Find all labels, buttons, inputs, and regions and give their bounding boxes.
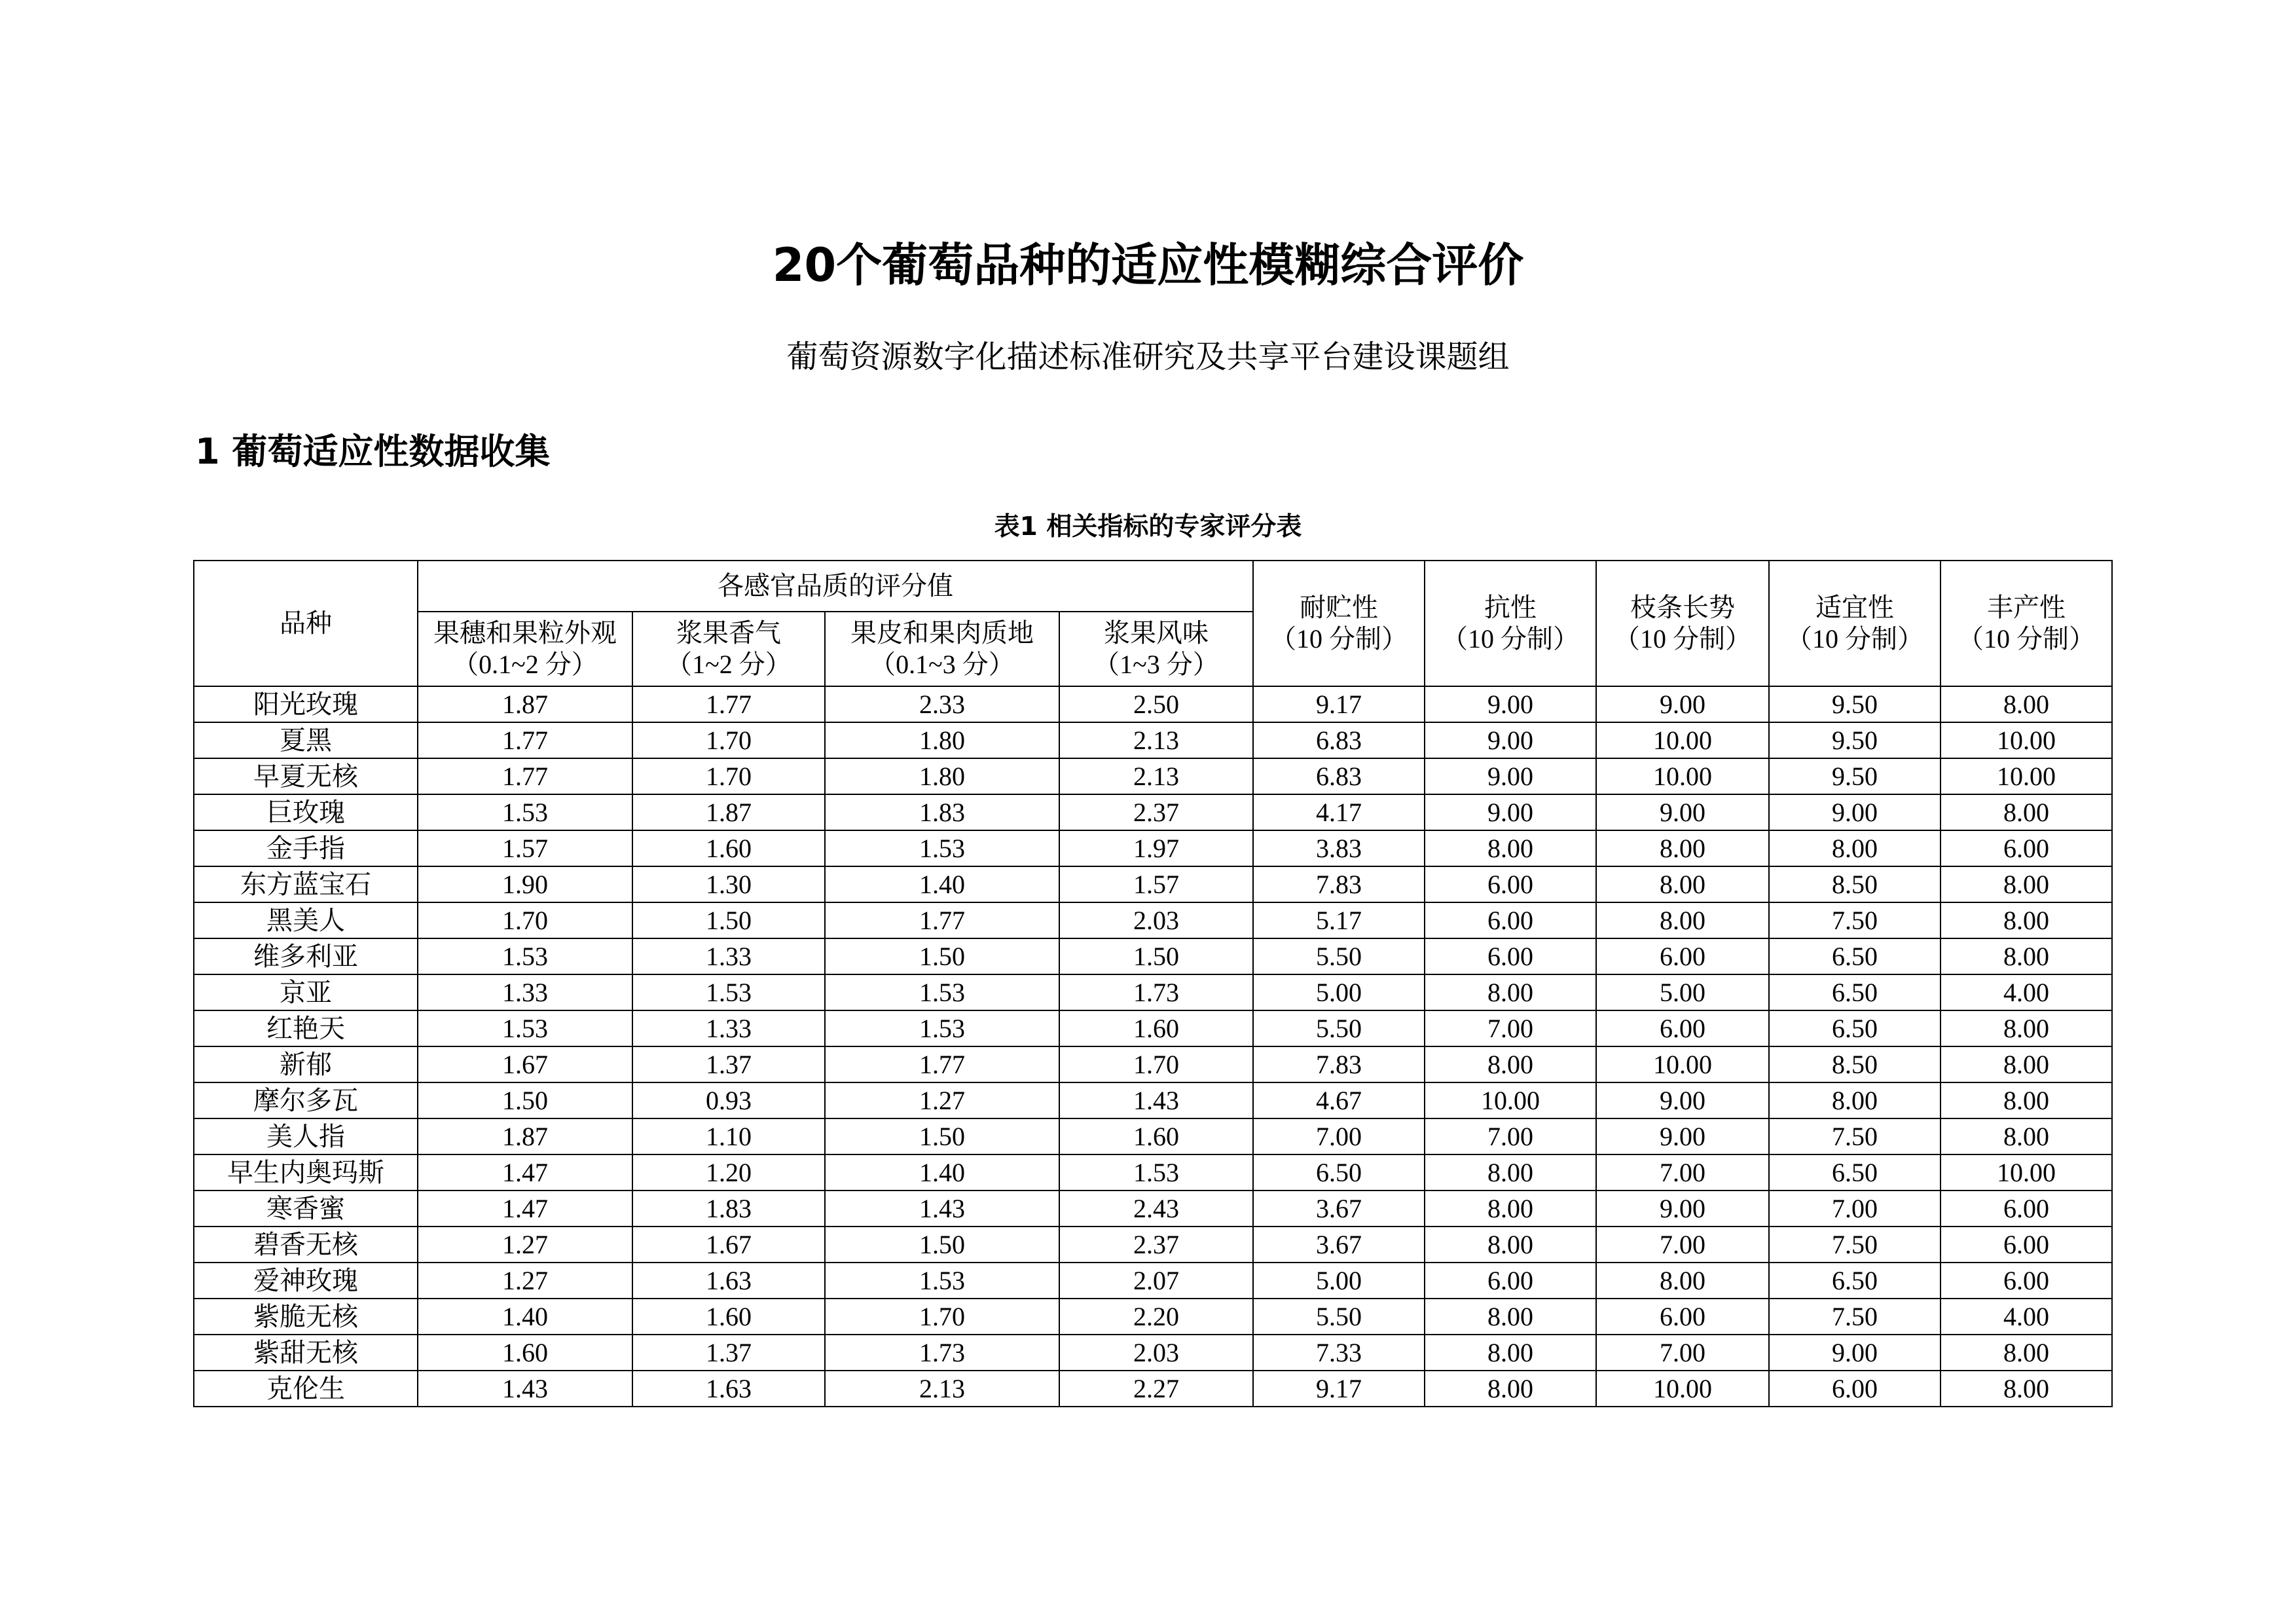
cell-cluster-appearance: 1.90: [418, 866, 632, 902]
cell-storage: 3.83: [1253, 830, 1425, 866]
header-flavor-scale: （1~3 分）: [1093, 650, 1219, 679]
cell-variety: 京亚: [194, 974, 418, 1010]
cell-texture: 2.33: [825, 686, 1059, 722]
cell-aroma: 1.33: [632, 938, 825, 974]
cell-flavor: 1.60: [1059, 1118, 1253, 1154]
cell-resistance: 7.00: [1425, 1118, 1596, 1154]
table-row: [194, 1190, 2112, 1227]
header-variety: 品种: [194, 561, 418, 686]
header-vigor: [1596, 561, 1769, 686]
cell-texture: 1.50: [825, 1118, 1059, 1154]
header-vigor-scale: （10 分制）: [1614, 624, 1751, 654]
cell-yield: 6.00: [1941, 1227, 2112, 1263]
table-row: [194, 1082, 2112, 1118]
cell-cluster-appearance: 1.77: [418, 722, 632, 758]
section-heading: 1 葡萄适应性数据收集: [195, 431, 551, 472]
cell-texture: 1.73: [825, 1335, 1059, 1371]
cell-aroma: 1.70: [632, 758, 825, 794]
table-row: [194, 1263, 2112, 1299]
cell-texture: 1.83: [825, 794, 1059, 830]
table-row: [194, 686, 2112, 722]
cell-aroma: 1.77: [632, 686, 825, 722]
cell-yield: 8.00: [1941, 1010, 2112, 1046]
cell-flavor: 2.03: [1059, 1335, 1253, 1371]
cell-cluster-appearance: 1.40: [418, 1299, 632, 1335]
header-sensory-group: 各感官品质的评分值: [418, 561, 1253, 612]
cell-cluster-appearance: 1.43: [418, 1371, 632, 1407]
cell-texture: 1.53: [825, 1010, 1059, 1046]
cell-suitability: 6.50: [1769, 1263, 1941, 1299]
cell-resistance: 6.00: [1425, 866, 1596, 902]
header-yield-name: 丰产性: [1987, 593, 2066, 622]
cell-yield: 8.00: [1941, 866, 2112, 902]
cell-yield: 4.00: [1941, 974, 2112, 1010]
cell-suitability: 6.50: [1769, 1154, 1941, 1190]
cell-aroma: 1.53: [632, 974, 825, 1010]
cell-suitability: 6.50: [1769, 938, 1941, 974]
cell-yield: 10.00: [1941, 758, 2112, 794]
cell-texture: 1.40: [825, 1154, 1059, 1190]
cell-yield: 6.00: [1941, 1190, 2112, 1227]
cell-resistance: 9.00: [1425, 758, 1596, 794]
header-suitability-scale: （10 分制）: [1786, 624, 1923, 654]
cell-resistance: 8.00: [1425, 974, 1596, 1010]
cell-variety: 寒香蜜: [194, 1190, 418, 1227]
cell-storage: 5.00: [1253, 974, 1425, 1010]
cell-suitability: 9.00: [1769, 1335, 1941, 1371]
table-row: [194, 1299, 2112, 1335]
cell-cluster-appearance: 1.70: [418, 902, 632, 938]
cell-flavor: 1.97: [1059, 830, 1253, 866]
cell-storage: 9.17: [1253, 686, 1425, 722]
cell-resistance: 6.00: [1425, 1263, 1596, 1299]
cell-vigor: 7.00: [1596, 1227, 1769, 1263]
cell-flavor: 2.27: [1059, 1371, 1253, 1407]
table-body: [194, 686, 2112, 1407]
cell-storage: 5.50: [1253, 1010, 1425, 1046]
header-yield: [1941, 561, 2112, 686]
cell-storage: 5.50: [1253, 1299, 1425, 1335]
cell-aroma: 1.60: [632, 1299, 825, 1335]
header-flavor-name: 浆果风味: [1104, 618, 1209, 648]
cell-variety: 红艳天: [194, 1010, 418, 1046]
cell-storage: 7.83: [1253, 1046, 1425, 1082]
cell-flavor: 1.50: [1059, 938, 1253, 974]
cell-suitability: 6.50: [1769, 974, 1941, 1010]
table-row: [194, 902, 2112, 938]
cell-flavor: 2.07: [1059, 1263, 1253, 1299]
cell-flavor: 2.43: [1059, 1190, 1253, 1227]
cell-flavor: 2.03: [1059, 902, 1253, 938]
cell-aroma: 0.93: [632, 1082, 825, 1118]
cell-storage: 5.17: [1253, 902, 1425, 938]
cell-suitability: 6.50: [1769, 1010, 1941, 1046]
cell-resistance: 8.00: [1425, 1227, 1596, 1263]
expert-score-table: [193, 560, 2113, 1407]
cell-vigor: 6.00: [1596, 938, 1769, 974]
cell-texture: 1.50: [825, 938, 1059, 974]
cell-variety: 摩尔多瓦: [194, 1082, 418, 1118]
cell-flavor: 2.20: [1059, 1299, 1253, 1335]
cell-variety: 紫脆无核: [194, 1299, 418, 1335]
cell-storage: 6.83: [1253, 722, 1425, 758]
cell-suitability: 8.50: [1769, 866, 1941, 902]
cell-cluster-appearance: 1.53: [418, 938, 632, 974]
cell-flavor: 1.60: [1059, 1010, 1253, 1046]
cell-suitability: 9.50: [1769, 722, 1941, 758]
cell-aroma: 1.30: [632, 866, 825, 902]
table-row: [194, 866, 2112, 902]
cell-variety: 金手指: [194, 830, 418, 866]
cell-variety: 阳光玫瑰: [194, 686, 418, 722]
cell-resistance: 9.00: [1425, 722, 1596, 758]
cell-texture: 1.70: [825, 1299, 1059, 1335]
cell-resistance: 8.00: [1425, 830, 1596, 866]
header-resistance-name: 抗性: [1484, 593, 1537, 622]
cell-resistance: 9.00: [1425, 686, 1596, 722]
header-cluster-appearance-scale: （0.1~2 分）: [452, 650, 598, 679]
cell-flavor: 1.53: [1059, 1154, 1253, 1190]
cell-resistance: 6.00: [1425, 938, 1596, 974]
cell-texture: 1.80: [825, 758, 1059, 794]
cell-vigor: 8.00: [1596, 830, 1769, 866]
cell-cluster-appearance: 1.57: [418, 830, 632, 866]
cell-cluster-appearance: 1.33: [418, 974, 632, 1010]
cell-yield: 10.00: [1941, 722, 2112, 758]
cell-variety: 黑美人: [194, 902, 418, 938]
cell-aroma: 1.10: [632, 1118, 825, 1154]
cell-resistance: 8.00: [1425, 1190, 1596, 1227]
document-title: 20个葡萄品种的适应性模糊综合评价: [772, 238, 1524, 292]
cell-aroma: 1.37: [632, 1046, 825, 1082]
table-row: [194, 722, 2112, 758]
cell-aroma: 1.60: [632, 830, 825, 866]
cell-vigor: 8.00: [1596, 866, 1769, 902]
cell-aroma: 1.63: [632, 1371, 825, 1407]
cell-flavor: 1.70: [1059, 1046, 1253, 1082]
cell-vigor: 9.00: [1596, 686, 1769, 722]
cell-vigor: 6.00: [1596, 1010, 1769, 1046]
cell-resistance: 6.00: [1425, 902, 1596, 938]
cell-yield: 8.00: [1941, 1371, 2112, 1407]
table-row: [194, 1371, 2112, 1407]
cell-texture: 1.50: [825, 1227, 1059, 1263]
cell-yield: 8.00: [1941, 938, 2112, 974]
cell-aroma: 1.37: [632, 1335, 825, 1371]
cell-variety: 维多利亚: [194, 938, 418, 974]
cell-texture: 1.77: [825, 1046, 1059, 1082]
cell-variety: 夏黑: [194, 722, 418, 758]
cell-vigor: 9.00: [1596, 1118, 1769, 1154]
table-row: [194, 1335, 2112, 1371]
cell-variety: 早生内奥玛斯: [194, 1154, 418, 1190]
cell-cluster-appearance: 1.77: [418, 758, 632, 794]
cell-aroma: 1.63: [632, 1263, 825, 1299]
header-resistance-scale: （10 分制）: [1442, 624, 1579, 654]
header-texture: [825, 612, 1059, 686]
table-row: [194, 1046, 2112, 1082]
cell-vigor: 9.00: [1596, 794, 1769, 830]
cell-flavor: 1.73: [1059, 974, 1253, 1010]
cell-storage: 7.83: [1253, 866, 1425, 902]
cell-vigor: 7.00: [1596, 1335, 1769, 1371]
cell-resistance: 8.00: [1425, 1046, 1596, 1082]
cell-texture: 1.40: [825, 866, 1059, 902]
cell-cluster-appearance: 1.53: [418, 1010, 632, 1046]
cell-flavor: 2.50: [1059, 686, 1253, 722]
cell-flavor: 2.37: [1059, 1227, 1253, 1263]
header-texture-scale: （0.1~3 分）: [869, 650, 1015, 679]
cell-storage: 6.83: [1253, 758, 1425, 794]
table-caption: 表1 相关指标的专家评分表: [994, 512, 1302, 542]
cell-storage: 3.67: [1253, 1227, 1425, 1263]
cell-yield: 10.00: [1941, 1154, 2112, 1190]
cell-cluster-appearance: 1.47: [418, 1154, 632, 1190]
cell-vigor: 9.00: [1596, 1082, 1769, 1118]
cell-storage: 4.67: [1253, 1082, 1425, 1118]
table-row: [194, 830, 2112, 866]
cell-variety: 东方蓝宝石: [194, 866, 418, 902]
cell-vigor: 6.00: [1596, 1299, 1769, 1335]
cell-variety: 巨玫瑰: [194, 794, 418, 830]
header-storage-name: 耐贮性: [1300, 593, 1378, 622]
cell-aroma: 1.87: [632, 794, 825, 830]
cell-cluster-appearance: 1.67: [418, 1046, 632, 1082]
cell-storage: 5.50: [1253, 938, 1425, 974]
cell-resistance: 10.00: [1425, 1082, 1596, 1118]
cell-texture: 1.80: [825, 722, 1059, 758]
table-row: [194, 1118, 2112, 1154]
table-row: [194, 758, 2112, 794]
table-row: [194, 1154, 2112, 1190]
header-aroma: [632, 612, 825, 686]
header-vigor-name: 枝条长势: [1630, 593, 1735, 622]
header-cluster-appearance-name: 果穗和果粒外观: [433, 618, 617, 648]
cell-vigor: 10.00: [1596, 758, 1769, 794]
cell-variety: 美人指: [194, 1118, 418, 1154]
cell-suitability: 7.50: [1769, 902, 1941, 938]
header-resistance: [1425, 561, 1596, 686]
cell-variety: 克伦生: [194, 1371, 418, 1407]
cell-texture: 1.53: [825, 1263, 1059, 1299]
header-flavor: [1059, 612, 1253, 686]
cell-vigor: 7.00: [1596, 1154, 1769, 1190]
cell-vigor: 10.00: [1596, 1371, 1769, 1407]
cell-resistance: 7.00: [1425, 1010, 1596, 1046]
cell-variety: 早夏无核: [194, 758, 418, 794]
cell-aroma: 1.83: [632, 1190, 825, 1227]
table-row: [194, 1227, 2112, 1263]
cell-yield: 8.00: [1941, 1046, 2112, 1082]
cell-variety: 新郁: [194, 1046, 418, 1082]
cell-suitability: 6.00: [1769, 1371, 1941, 1407]
cell-texture: 1.53: [825, 830, 1059, 866]
cell-cluster-appearance: 1.87: [418, 1118, 632, 1154]
cell-flavor: 1.43: [1059, 1082, 1253, 1118]
cell-flavor: 2.13: [1059, 758, 1253, 794]
cell-yield: 8.00: [1941, 1082, 2112, 1118]
cell-cluster-appearance: 1.50: [418, 1082, 632, 1118]
table-row: [194, 794, 2112, 830]
cell-resistance: 8.00: [1425, 1154, 1596, 1190]
cell-suitability: 8.00: [1769, 1082, 1941, 1118]
cell-cluster-appearance: 1.53: [418, 794, 632, 830]
cell-storage: 7.33: [1253, 1335, 1425, 1371]
cell-vigor: 10.00: [1596, 1046, 1769, 1082]
cell-flavor: 1.57: [1059, 866, 1253, 902]
cell-suitability: 9.50: [1769, 758, 1941, 794]
cell-yield: 6.00: [1941, 830, 2112, 866]
header-suitability: [1769, 561, 1941, 686]
cell-resistance: 8.00: [1425, 1371, 1596, 1407]
cell-suitability: 7.00: [1769, 1190, 1941, 1227]
cell-vigor: 8.00: [1596, 902, 1769, 938]
cell-aroma: 1.67: [632, 1227, 825, 1263]
cell-variety: 碧香无核: [194, 1227, 418, 1263]
cell-storage: 4.17: [1253, 794, 1425, 830]
table-row: [194, 938, 2112, 974]
cell-aroma: 1.70: [632, 722, 825, 758]
cell-aroma: 1.33: [632, 1010, 825, 1046]
cell-variety: 爱神玫瑰: [194, 1263, 418, 1299]
cell-flavor: 2.37: [1059, 794, 1253, 830]
cell-aroma: 1.20: [632, 1154, 825, 1190]
cell-suitability: 7.50: [1769, 1299, 1941, 1335]
cell-storage: 9.17: [1253, 1371, 1425, 1407]
header-cluster-appearance: [418, 612, 632, 686]
header-storage-scale: （10 分制）: [1270, 624, 1408, 654]
cell-aroma: 1.50: [632, 902, 825, 938]
cell-suitability: 9.50: [1769, 686, 1941, 722]
header-aroma-name: 浆果香气: [676, 618, 781, 648]
cell-storage: 7.00: [1253, 1118, 1425, 1154]
cell-resistance: 8.00: [1425, 1335, 1596, 1371]
cell-suitability: 8.00: [1769, 830, 1941, 866]
header-suitability-name: 适宜性: [1815, 593, 1894, 622]
cell-texture: 1.27: [825, 1082, 1059, 1118]
cell-yield: 8.00: [1941, 794, 2112, 830]
cell-vigor: 10.00: [1596, 722, 1769, 758]
cell-suitability: 9.00: [1769, 794, 1941, 830]
cell-texture: 1.77: [825, 902, 1059, 938]
header-yield-scale: （10 分制）: [1958, 624, 2095, 654]
cell-storage: 6.50: [1253, 1154, 1425, 1190]
cell-yield: 8.00: [1941, 1335, 2112, 1371]
cell-yield: 6.00: [1941, 1263, 2112, 1299]
cell-cluster-appearance: 1.87: [418, 686, 632, 722]
header-texture-name: 果皮和果肉质地: [850, 618, 1034, 648]
header-storage: [1253, 561, 1425, 686]
cell-cluster-appearance: 1.27: [418, 1263, 632, 1299]
cell-texture: 1.53: [825, 974, 1059, 1010]
cell-suitability: 7.50: [1769, 1118, 1941, 1154]
cell-storage: 3.67: [1253, 1190, 1425, 1227]
header-aroma-scale: （1~2 分）: [666, 650, 792, 679]
cell-resistance: 9.00: [1425, 794, 1596, 830]
cell-variety: 紫甜无核: [194, 1335, 418, 1371]
cell-suitability: 7.50: [1769, 1227, 1941, 1263]
cell-yield: 4.00: [1941, 1299, 2112, 1335]
cell-resistance: 8.00: [1425, 1299, 1596, 1335]
author-group: 葡萄资源数字化描述标准研究及共享平台建设课题组: [786, 339, 1510, 375]
cell-vigor: 9.00: [1596, 1190, 1769, 1227]
cell-cluster-appearance: 1.47: [418, 1190, 632, 1227]
cell-texture: 1.43: [825, 1190, 1059, 1227]
table-row: [194, 974, 2112, 1010]
cell-texture: 2.13: [825, 1371, 1059, 1407]
cell-vigor: 5.00: [1596, 974, 1769, 1010]
cell-yield: 8.00: [1941, 1118, 2112, 1154]
cell-vigor: 8.00: [1596, 1263, 1769, 1299]
cell-yield: 8.00: [1941, 686, 2112, 722]
cell-suitability: 8.50: [1769, 1046, 1941, 1082]
cell-cluster-appearance: 1.27: [418, 1227, 632, 1263]
table-row: [194, 1010, 2112, 1046]
cell-yield: 8.00: [1941, 902, 2112, 938]
cell-flavor: 2.13: [1059, 722, 1253, 758]
cell-storage: 5.00: [1253, 1263, 1425, 1299]
cell-cluster-appearance: 1.60: [418, 1335, 632, 1371]
